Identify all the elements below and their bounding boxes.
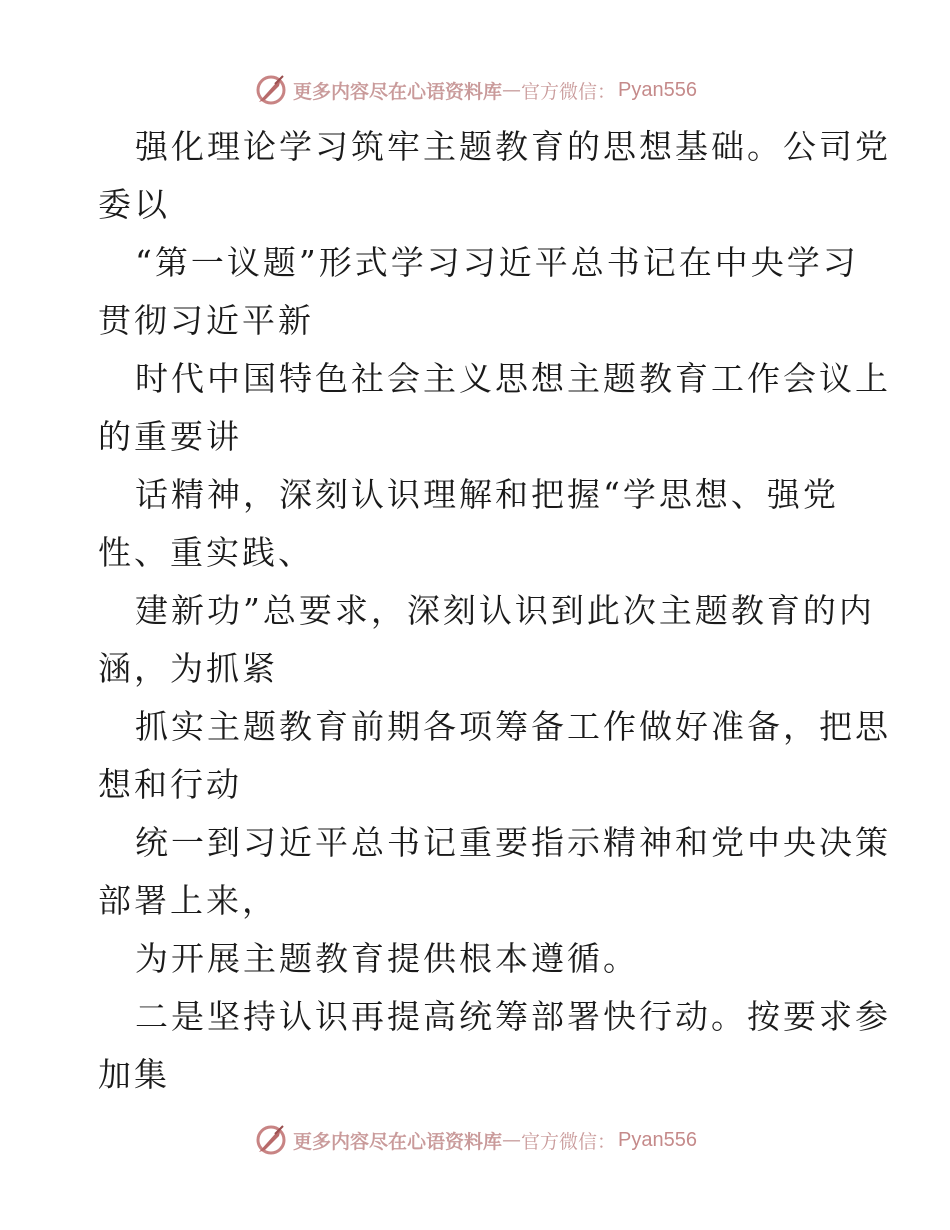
- text-line: 部署上来，: [98, 881, 278, 920]
- text-line: 话精神，深刻认识理解和把握“学思想、强党: [135, 475, 839, 514]
- banner-wechat-label: 官方微信：: [521, 80, 617, 103]
- text-line: 强化理论学习筑牢主题教育的思想基础。公司党: [135, 127, 891, 166]
- banner-wechat-id: Pyan556: [618, 78, 697, 101]
- text-line: 涵，为抓紧: [98, 649, 278, 688]
- banner-main-text: 更多内容尽在心语资料库: [293, 1130, 503, 1153]
- text-line: 建新功”总要求，深刻认识到此次主题教育的内: [135, 591, 875, 630]
- banner-separator: —: [502, 79, 522, 101]
- text-line: 为开展主题教育提供根本遵循。: [135, 939, 639, 978]
- footer-watermark-banner: [0, 1118, 950, 1162]
- quill-pen-logo-icon: [253, 72, 289, 108]
- header-watermark-banner: [0, 68, 950, 112]
- text-line: 抓实主题教育前期各项筹备工作做好准备，把思: [135, 707, 891, 746]
- text-line: 贯彻习近平新: [98, 301, 314, 340]
- banner-wechat-label: 官方微信：: [521, 1130, 617, 1153]
- document-body: [98, 118, 891, 1104]
- text-line: 时代中国特色社会主义思想主题教育工作会议上: [135, 359, 891, 398]
- banner-wechat-id: Pyan556: [618, 1128, 697, 1151]
- quill-pen-logo-icon: [253, 1122, 289, 1158]
- banner-separator: —: [502, 1129, 522, 1151]
- banner-main-text: 更多内容尽在心语资料库: [293, 80, 503, 103]
- text-line: 的重要讲: [98, 417, 242, 456]
- text-line: 统一到习近平总书记重要指示精神和党中央决策: [135, 823, 891, 862]
- text-line: 想和行动: [98, 765, 242, 804]
- text-line: “第一议题”形式学习习近平总书记在中央学习: [135, 243, 859, 282]
- text-line: 性、重实践、: [98, 533, 314, 572]
- text-line: 委以: [98, 185, 170, 224]
- text-line: 二是坚持认识再提高统筹部署快行动。按要求参: [135, 997, 891, 1036]
- text-line: 加集: [98, 1055, 170, 1094]
